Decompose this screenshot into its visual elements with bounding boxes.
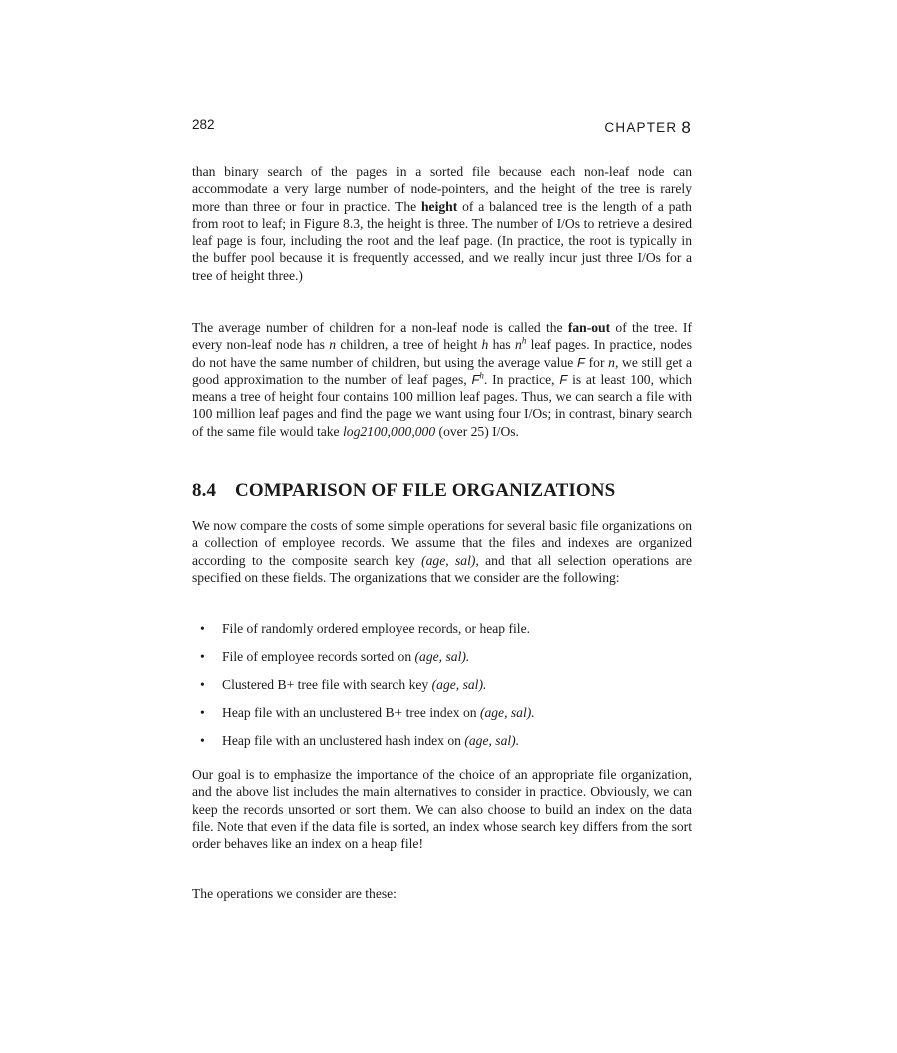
chapter-number: 8 [681, 118, 692, 137]
running-head [192, 117, 692, 139]
bullet-icon: • [200, 677, 205, 692]
list-item: • Heap file with an unclustered B+ tree index on (age, sal). [200, 705, 535, 720]
log-expression: log2100,000,000 [343, 423, 436, 439]
organization-list [192, 620, 692, 760]
bullet-icon: • [200, 649, 205, 664]
bullet-icon: • [200, 733, 205, 748]
term-fan-out: fan-out [567, 320, 611, 335]
list-item: • File of employee records sorted on (age, sal). [200, 649, 470, 664]
term-height: height [420, 198, 458, 214]
list-item: • Clustered B+ tree file with search key (age, sal). [200, 677, 487, 692]
paragraph-operations-lead: The operations we consider are these: [192, 886, 397, 901]
paragraph-goal: Our goal is to emphasize the importance of the choice of an appropriate file organization, and the above list includes the main alternatives to consider in practice. Obviously, we can keep the records unsorted or sort them. We can also choose to build an index on the data file. Note that even if the data file is sorted, an index whose search key differs from the sort order behaves like an index on a heap file! [192, 767, 692, 852]
paragraph-fan-out: The average number of children for a non-leaf node is called the fan-out of the tree. If every non-leaf node has n children, a tree of height h has $n^h$ leaf pages. In practice, nodes do not have the same number of children, but using the average value F for n, we still get a good approximation to the number of leaf pages, $F^h$. In practice, F is at least 100, which means a tree of height four contains 100 million leaf pages. Thus, we can search a file with 100 million leaf pages and find the page we want using four I/Os; in contrast, binary search of the same file would take log2100,000,000 (over 25) I/Os. [192, 320, 693, 439]
search-key: (age, sal), [421, 552, 479, 568]
chapter-label [604, 117, 692, 137]
list-item: • File of randomly ordered employee records, or heap file. [200, 621, 531, 636]
section-number: 8.4 [192, 480, 217, 501]
chapter-word: CHAPTER [604, 120, 678, 135]
paragraph-comparison-intro: We now compare the costs of some simple operations for several basic file organizations on a collection of employee records. We assume that the files and indexes are organized according to the composite search key (age, sal), and that all selection operations are specified on these fields. The organizations that we consider are the following: [192, 518, 692, 585]
paragraph-height-definition: than binary search of the pages in a sorted file because each non-leaf node can accommodate a very large number of node-pointers, and the height of the tree is rarely more than three or four in practice. The height of a balanced tree is the length of a path from root to leaf; in Figure 8.3, the height is three. The number of I/Os to retrieve a desired leaf page is four, including the root and the leaf page. (In practice, the root is typically in the buffer pool because it is frequently accessed, and we really incur just three I/Os for a tree of height three.) [192, 164, 692, 283]
list-item: • Heap file with an unclustered hash index on (age, sal). [200, 733, 520, 748]
section-heading [192, 480, 692, 502]
bullet-icon: • [200, 705, 205, 720]
bullet-icon: • [200, 621, 205, 636]
section-title: COMPARISON OF FILE ORGANIZATIONS [235, 480, 616, 501]
page-number: 282 [192, 117, 215, 132]
